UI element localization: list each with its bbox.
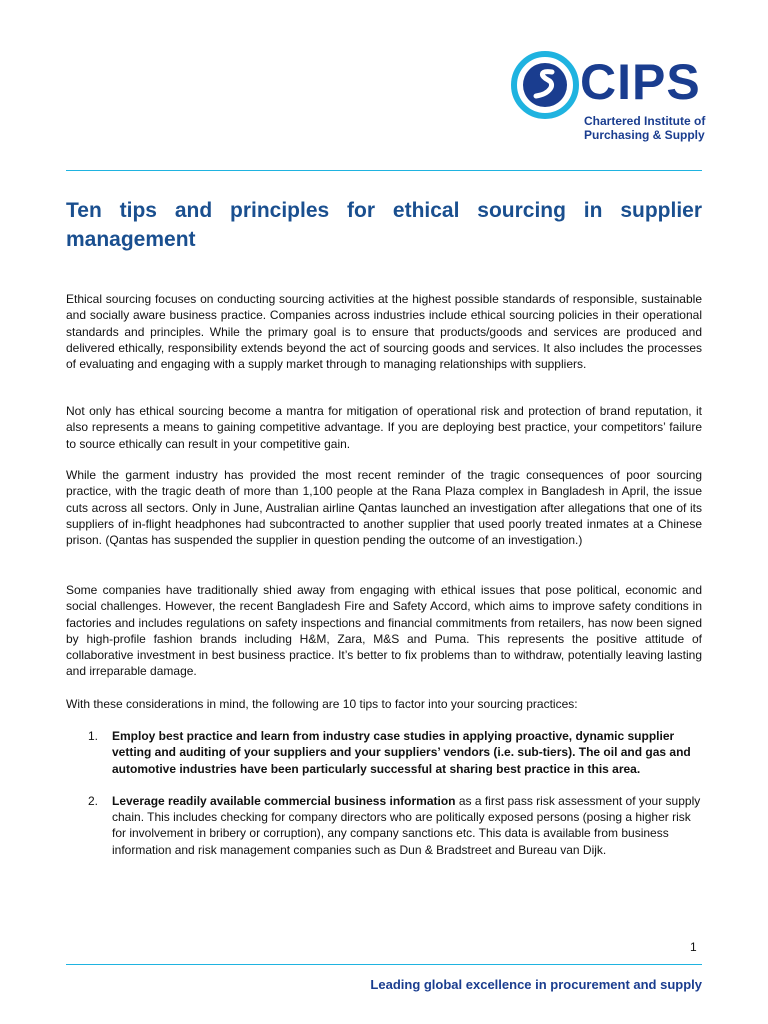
- paragraph-risk: Not only has ethical sourcing become a mantra for mitigation of operational risk and protection of brand reputation, it also represents a means to gaining competitive advantage. If you are deploying best practice, your competitors’ failure to source ethically can result in your competitive gain.: [66, 404, 702, 451]
- tip-number: 2.: [88, 793, 99, 808]
- paragraph-bangladesh-accord: Some companies have traditionally shied away from engaging with ethical issues that pose political, economic and social challenges. However, the recent Bangladesh Fire and Safety Accord, which aims to improve safety conditions in factories and includes regulations on safety inspections and financial commitments from retailers, has now been signed by high-profile fashion brands including H&M, Zara, M&S and Puma. This represents the positive attitude of collaborative investment in best business practice. It’s better to fix problems than to withdraw, potentially leaving lasting and irreparable damage.: [66, 583, 702, 679]
- paragraph-tips-intro: With these considerations in mind, the following are 10 tips to factor into your sourcing practices:: [66, 697, 578, 711]
- tip-item: [88, 728, 702, 777]
- logo-tagline-line-2: Purchasing & Supply: [584, 128, 705, 142]
- paragraph-garment-industry: While the garment industry has provided the most recent reminder of the tragic consequences of poor sourcing practice, with the tragic death of more than 1,100 people at the Rana Plaza complex in Bangladesh in April, the issue cuts across all sectors. Only in June, Australian airline Qantas launched an investigation after allegations that one of its suppliers of in-flight headphones had subcontracted to another supplier that used poorly treated inmates at a Chinese prison. (Qantas has suspended the supplier in question pending the outcome of an investigation.): [66, 468, 702, 548]
- tip-item: [88, 793, 702, 858]
- tips-list: [88, 728, 702, 874]
- tip-number: 1.: [88, 729, 99, 743]
- logo-tagline-line-1: Chartered Institute of: [584, 114, 706, 128]
- tip-body: as a first pass risk assessment of your supply chain. This includes checking for company directors who are politically exposed persons (posing a higher risk for involvement in bribery or corruption), any company sanctions etc. This data is available from business information and risk management companies such as Dun & Bradstreet and Bureau van Dijk.: [112, 793, 701, 857]
- footer-divider: [66, 964, 702, 965]
- paragraph-intro: Ethical sourcing focuses on conducting sourcing activities at the highest possible standards of responsible, sustainable and socially aware business practice. Companies across industries include ethical sourcing policies in their operational standards and principles. While the primary goal is to ensure that products/goods and services are produced and delivered ethically, responsibility extends beyond the act of sourcing goods and services. It also includes the processes of evaluating and engaging with a supply market through to managing relationships with suppliers.: [66, 292, 702, 372]
- cips-swirl-icon: [510, 50, 580, 120]
- tip-lead: Employ best practice and learn from industry case studies in applying proactive, dynamic supplier vetting and auditing of your suppliers and your suppliers’ vendors (i.e. sub-tiers). The oil and gas and automotive industries have been particularly successful at sharing best practice in this area.: [112, 729, 691, 776]
- footer-tagline: Leading global excellence in procurement and supply: [370, 977, 702, 992]
- page-number: 1: [690, 940, 697, 954]
- logo-wordmark: CIPS: [580, 54, 701, 110]
- cips-logo: [510, 50, 710, 145]
- document-title: Ten tips and principles for ethical sourcing in supplier management: [66, 199, 702, 251]
- tip-lead: Leverage readily available commercial business information: [112, 793, 456, 808]
- logo-tagline: [584, 114, 705, 142]
- header-divider: [66, 170, 702, 171]
